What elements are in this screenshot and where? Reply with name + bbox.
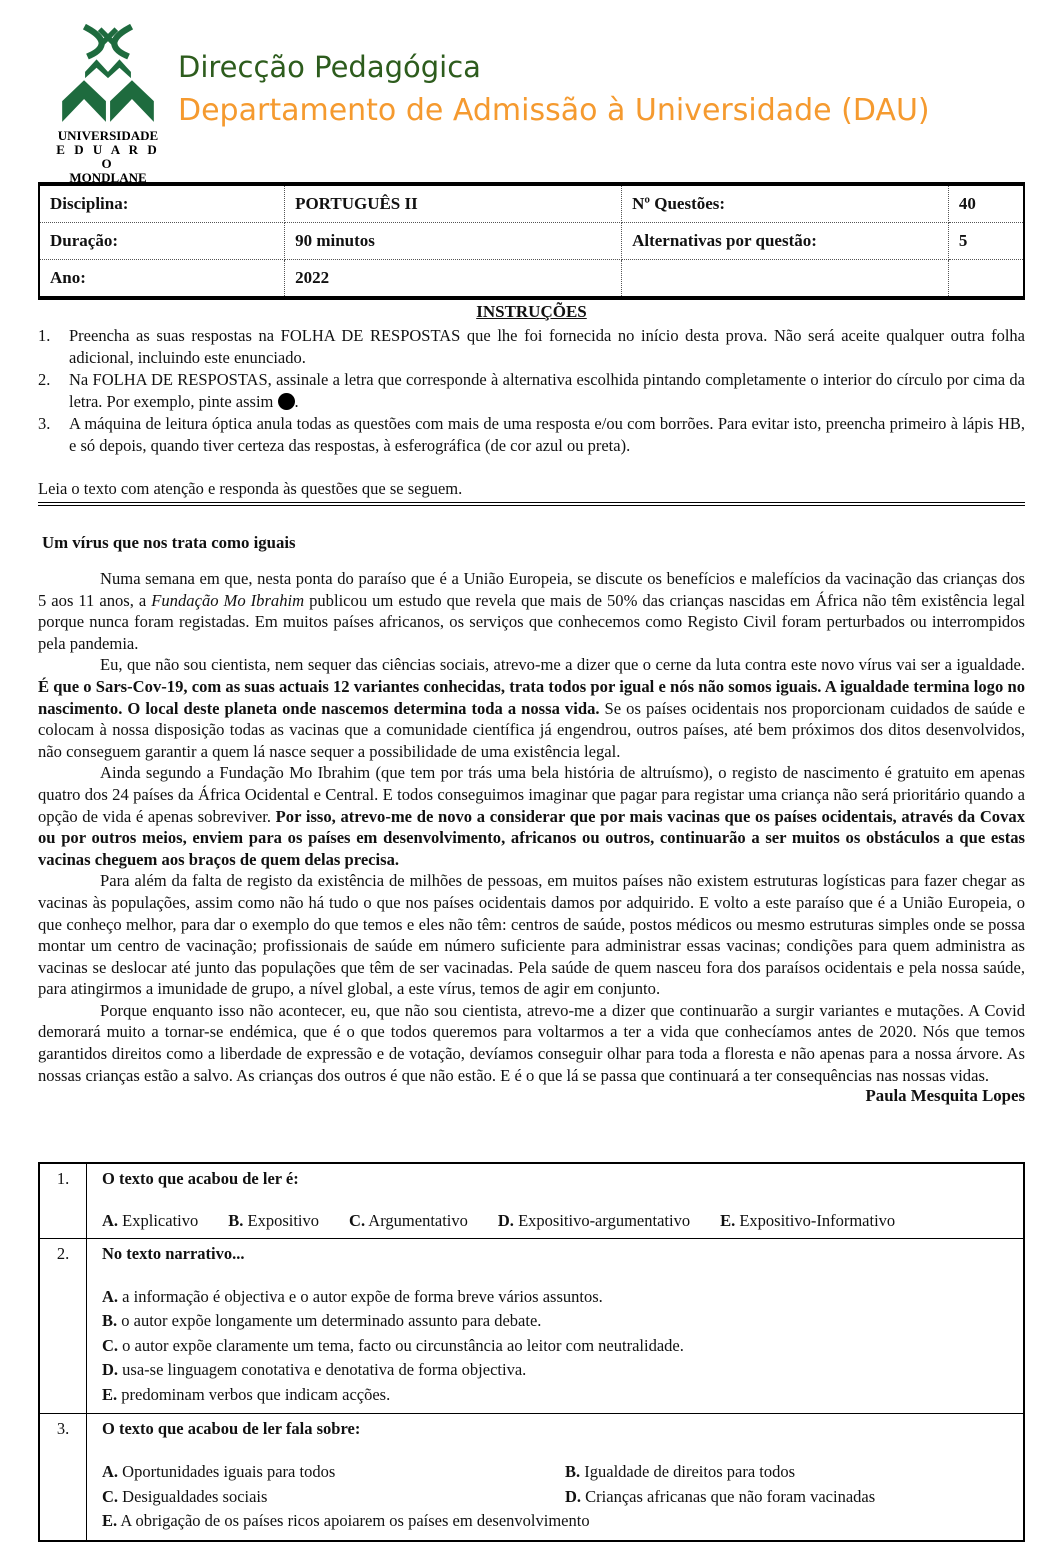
table-row (39, 184, 1024, 223)
instruction-number: 3. (38, 414, 51, 433)
option-d (102, 1358, 1013, 1383)
uem-antelope-logo-icon (52, 24, 164, 124)
info-empty-cell (948, 260, 1024, 299)
article-author: Paula Mesquita Lopes (865, 1086, 1025, 1106)
option-text: Igualdade de direitos para todos (580, 1462, 796, 1482)
departamento-dau-title: Departamento de Admissão à Universidade (DAU) (178, 93, 930, 128)
paragraph-segment: publicou um estudo que revela que mais de 50% das crianças nascidas em África não têm existência legal porque nunca foram registadas. Em muitos países africanos, os serviços que conhecemos como Registo Civil foram perturbados ou interrompidos pela pandemia. (38, 590, 1026, 653)
filled-circle-example-icon (278, 393, 295, 410)
option-letter: E. (102, 1384, 118, 1404)
direccao-pedagogica-title: Direcção Pedagógica (178, 50, 481, 84)
paragraph-segment-bold: É que o Sars-Cov-19, com as suas actuais 12 variantes conhecidas, trata todos por igual e nós não somos iguais. A igualdade termina logo no nascimento. O local deste planeta onde nascemos determina toda a nossa vida. (38, 676, 1025, 718)
question-options (102, 1210, 1013, 1232)
option-letter: C. (102, 1486, 119, 1506)
info-value-duracao: 90 minutos (285, 223, 622, 260)
option-a (102, 1210, 198, 1232)
info-label-num-questoes: Nº Questões: (622, 184, 949, 223)
logo-caption-line3: MONDLANE (69, 170, 147, 186)
option-text: usa-se linguagem conotativa e denotativa de forma objectiva. (118, 1360, 527, 1380)
question-row-1 (39, 1163, 1024, 1238)
option-letter: D. (565, 1486, 582, 1506)
option-text: Expositivo-argumentativo (513, 1211, 691, 1231)
option-e (720, 1210, 895, 1232)
instruction-text: A máquina de leitura óptica anula todas as questões com mais de uma resposta e/ou com borrões. Para evitar isto, preencha primeiro à lápis HB, e só depois, quando tiver certeza das respostas, à esferográfica (de cor azul ou preta). (69, 414, 1025, 455)
info-label-duracao: Duração: (39, 223, 285, 260)
document-content (0, 182, 1058, 1542)
question-body (87, 1238, 1025, 1414)
option-text: a informação é objectiva e o autor expõe de forma breve vários assuntos. (118, 1286, 603, 1306)
option-text: o autor expõe claramente um tema, facto ou circunstância ao leitor com neutralidade. (118, 1335, 684, 1355)
paragraph-5 (38, 1000, 1025, 1086)
question-options (102, 1460, 1013, 1534)
option-text: Desigualdades sociais (118, 1486, 268, 1506)
option-c (349, 1210, 468, 1232)
option-letter: D. (497, 1211, 514, 1231)
paragraph-3 (38, 762, 1025, 870)
option-letter: B. (565, 1462, 581, 1482)
info-value-alternativas: 5 (948, 223, 1024, 260)
paragraph-segment: Para além da falta de registo da existência de milhões de pessoas, em muitos países não existem estruturas logísticas para fazer chegar as vacinas às populações, assim como não há tudo o que nos países ocidentais damos por adquirido. E volto a este paraíso que é a União Europeia, o que conheço melhor, para dar o exemplo do que temos e eles não têm: centros de saúde, postos médicos ou mesmo estruturas simples onde se possa montar um centro de vacinação; profissionais de saúde em número suficiente para administrar essas vacinas; condições para quem administra as vacinas se deslocar até junto das populações que têm de ser vacinadas. Pela saúde de quem nasceu fora dos paraísos ocidentais e pela nossa saúde, para atingirmos a imunidade de grupo, a nível global, a este vírus, temos de agir em conjunto. (38, 871, 1025, 999)
option-text: o autor expõe longamente um determinado assunto para debate. (117, 1311, 542, 1331)
instruction-item-1 (38, 325, 1025, 368)
instructions-heading: INSTRUÇÕES (476, 302, 587, 321)
paragraph-segment: Numa semana em que, nesta ponta do paraíso que é a União Europeia, se discute os benefícios e malefícios da vacinação das crianças dos 5 aos 11 anos, a (38, 569, 1025, 610)
instruction-text (69, 369, 1025, 412)
paragraph-segment: Eu, que não sou cientista, nem sequer das ciências sociais, atrevo-me a dizer que o cerne da luta contra este novo vírus vai ser a igualdade. (100, 655, 1025, 675)
option-letter: A. (102, 1211, 119, 1231)
logo-caption (48, 129, 168, 185)
option-e (102, 1383, 1013, 1408)
instruction-item-3 (38, 413, 1025, 456)
question-number: 2. (39, 1238, 87, 1414)
instruction-number: 2. (38, 370, 51, 389)
question-prompt: O texto que acabou de ler é: (102, 1169, 299, 1189)
question-prompt: No texto narrativo... (102, 1243, 245, 1263)
option-letter: B. (228, 1211, 244, 1231)
paragraph-segment: Porque enquanto isso não acontecer, eu, que não sou cientista, atrevo-me a dizer que continuarão a surgir variantes e mutações. A Covid demorará muito a tornar-se endémica, que é o que todos queremos para voltarmos a ter a vida que conhecíamos antes de 2020. Nós que temos garantidos direitos como a liberdade de expressão e de votação, devíamos conseguir olhar para toda a floresta e não apenas para a nossa árvore. As nossas crianças estão a salvo. As crianças dos outros é que não estão. E é o que lá se passa que continuará a ter consequências nas nossas vidas. (38, 1000, 1025, 1085)
paragraph-4 (38, 870, 1025, 1000)
article-title: Um vírus que nos trata como iguais (42, 533, 296, 552)
option-c (102, 1334, 1013, 1359)
option-letter: A. (102, 1462, 119, 1482)
option-c (102, 1485, 565, 1510)
option-letter: C. (349, 1211, 366, 1231)
info-empty-cell (622, 260, 949, 299)
option-letter: E. (102, 1511, 118, 1531)
paragraph-2 (38, 654, 1025, 762)
paragraph-segment: Ainda segundo a Fundação Mo Ibrahim (que tem por trás uma bela história de altruísmo), o registo de nascimento é gratuito em apenas quatro dos 24 países da África Ocidental e Central. E todos conseguimos imaginar que pagar para registar uma criança não será prioritário quando a opção de vida é apenas sobreviver. (38, 763, 1025, 826)
option-letter: C. (102, 1335, 119, 1355)
question-row-2 (39, 1238, 1024, 1414)
university-logo-block (48, 24, 168, 185)
option-letter: B. (102, 1311, 118, 1331)
option-text: Explicativo (118, 1211, 199, 1231)
exam-info-table (38, 182, 1025, 300)
option-d (565, 1485, 1013, 1510)
option-e (102, 1509, 1013, 1534)
info-label-ano: Ano: (39, 260, 285, 299)
option-d (498, 1210, 690, 1232)
option-text: Argumentativo (365, 1211, 468, 1231)
paragraph-segment-italic: Fundação Mo Ibrahim (151, 590, 305, 610)
article-body (38, 568, 1025, 1086)
instruction-number: 1. (38, 326, 51, 345)
info-label-disciplina: Disciplina: (39, 184, 285, 223)
instruction-text: Preencha as suas respostas na FOLHA DE RESPOSTAS que lhe foi fornecida no início desta prova. Não será aceite qualquer outra folha adicional, incluindo este enunciado. (69, 326, 1025, 367)
option-letter: E. (720, 1211, 736, 1231)
table-row (39, 260, 1024, 299)
instruction-text-pre: Na FOLHA DE RESPOSTAS, assinale a letra que corresponde à alternativa escolhida pintando completamente o interior do círculo por cima da letra. Por exemplo, pinte assim (69, 370, 1025, 411)
header-titles (178, 24, 930, 128)
info-label-alternativas: Alternativas por questão: (622, 223, 949, 260)
instruction-item-2 (38, 369, 1025, 412)
option-b (102, 1309, 1013, 1334)
option-b (228, 1210, 319, 1232)
option-letter: A. (102, 1286, 119, 1306)
logo-caption-line1: UNIVERSIDADE (57, 128, 159, 143)
question-number: 3. (39, 1414, 87, 1541)
instruction-text-post: . (294, 391, 299, 411)
table-row (39, 223, 1024, 260)
document-header (0, 0, 1058, 186)
questions-table (38, 1162, 1025, 1542)
option-b (565, 1460, 1013, 1485)
question-number: 1. (39, 1163, 87, 1238)
question-row-3 (39, 1414, 1024, 1541)
option-text: Expositivo (243, 1211, 320, 1231)
logo-caption-line2: E D U A R D O (56, 142, 160, 172)
paragraph-1 (38, 568, 1025, 654)
question-body (87, 1414, 1025, 1541)
info-value-disciplina: PORTUGUÊS II (285, 184, 622, 223)
read-text-lead-line: Leia o texto com atenção e responda às questões que se seguem. (38, 479, 1025, 506)
option-text: Crianças africanas que não foram vacinadas (581, 1486, 876, 1506)
option-text: Expositivo-Informativo (735, 1211, 896, 1231)
option-letter: D. (102, 1360, 119, 1380)
question-body (87, 1163, 1025, 1238)
option-text: Oportunidades iguais para todos (118, 1462, 336, 1482)
option-a (102, 1460, 565, 1485)
info-value-num-questoes: 40 (948, 184, 1024, 223)
question-prompt: O texto que acabou de ler fala sobre: (102, 1419, 361, 1439)
option-a (102, 1285, 1013, 1310)
paragraph-segment: Se os países ocidentais nos proporcionam cuidados de saúde e colocam à nossa disposição todas as vacinas que a comunidade científica já engendrou, outros países, até bem próximos dos ditos desenvolvidos, não conseguem garantir a quem lá nasce sequer a possibilidade de uma existência legal. (38, 698, 1025, 761)
option-text: A obrigação de os países ricos apoiarem os países em desenvolvimento (117, 1511, 590, 1531)
info-value-ano: 2022 (285, 260, 622, 299)
option-text: predominam verbos que indicam acções. (121, 1384, 391, 1404)
paragraph-segment-bold: Por isso, atrevo-me de novo a considerar que por mais vacinas que os países ocidentais, através da Covax ou por outros meios, enviem para os países em desenvolvimento, africanos ou outros, continuarão a ser muitos os obstáculos a que estas vacinas cheguem aos braços de quem delas precisa. (38, 806, 1025, 869)
